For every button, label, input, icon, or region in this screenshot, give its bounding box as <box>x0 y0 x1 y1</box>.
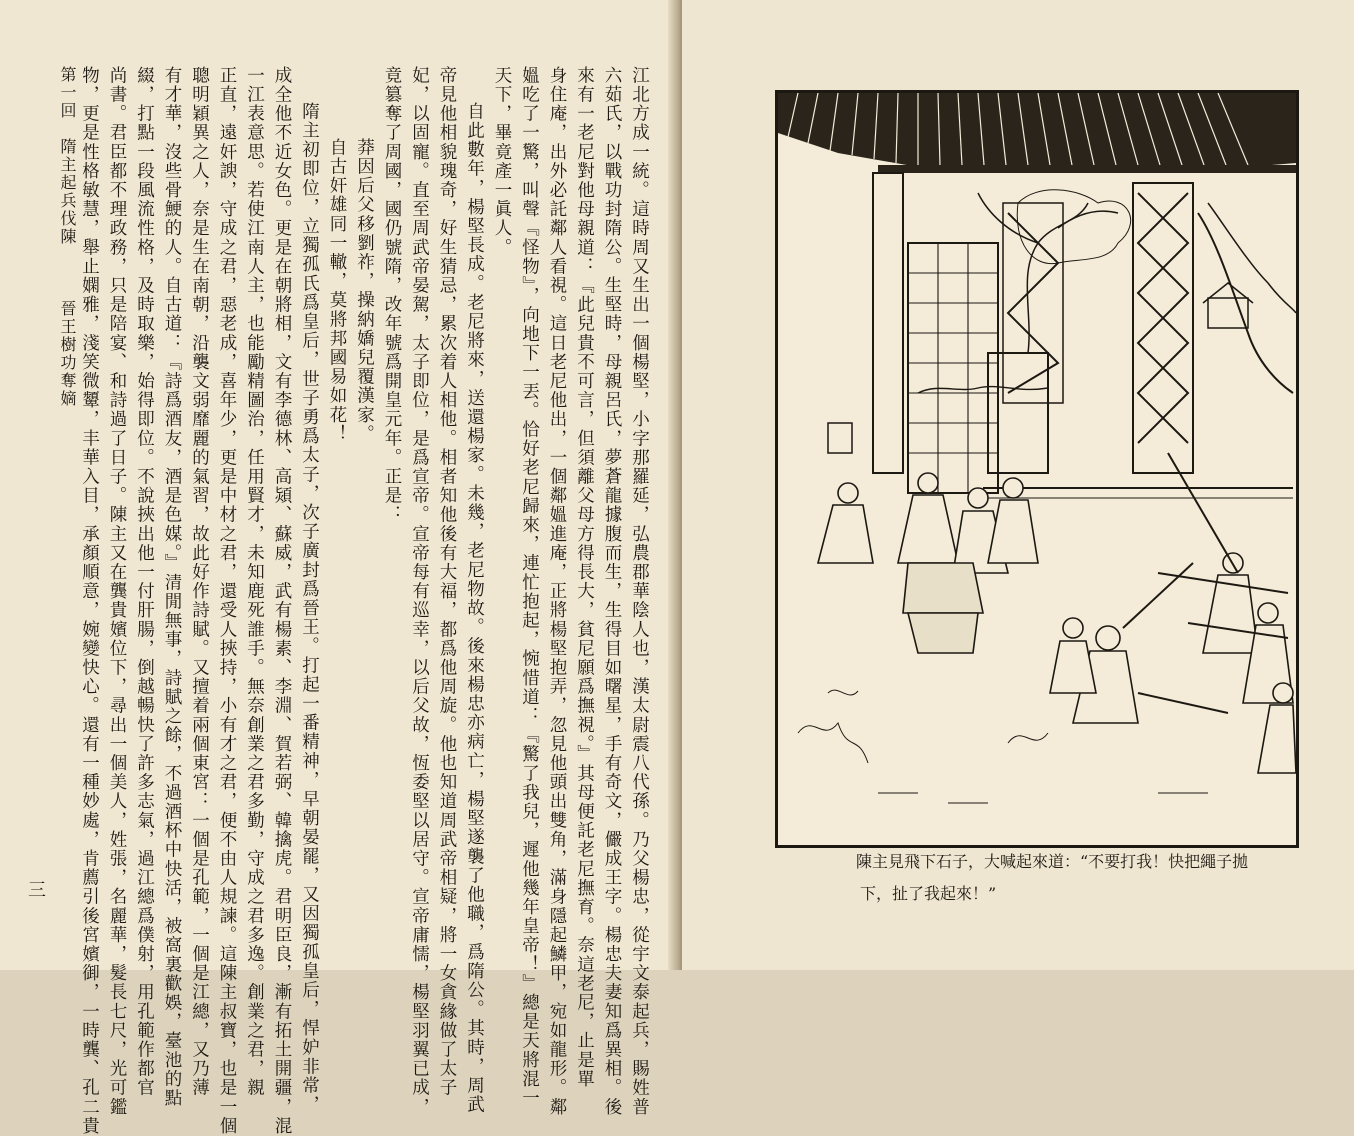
running-header <box>56 66 79 408</box>
text-column: 自古奸雄同一轍，莫將邦國易如花！ <box>327 138 347 444</box>
text-column: 隋主初即位，立獨孤氏爲皇后，世子勇爲太子，次子廣封爲晉王。打起一番精神，早朝晏罷，又因獨孤皇后，悍妒非常， <box>299 102 320 1115</box>
text-column: 竟篡奪了周國，國仍號隋，改年號爲開皇元年。正是： <box>382 66 402 525</box>
text-column: 六茹氏，以戰功封隋公。生堅時，母親呂氏，夢蒼龍據腹而生，生得目如曙星，手有奇文，儼成王字。楊忠夫妻知爲異相。後 <box>602 66 622 1117</box>
text-column: 身住庵，出外必託鄰人看視。這日老尼他出，一個鄰媼進庵，正將楊堅抱弄，忽見他頭出雙角，滿身隱起鱗甲，宛如龍形。鄰 <box>547 66 567 1117</box>
caption-line-1: 陳主見飛下石子，大喊起來道：“不要打我！快把繩子拋 <box>856 852 1249 871</box>
text-column: 莽因后父移劉祚，操納嬌兒覆漢家。 <box>354 138 375 444</box>
text-column: 媼吃了一驚，叫聲『怪物』，向地下一丟。恰好老尼歸來，連忙抱起，惋惜道：『驚了我兒，遲他幾年皇帝！』總是天將混一 <box>519 66 540 1108</box>
ground <box>798 690 1208 803</box>
text-column: 妃，以固寵。直至周武帝晏駕，太子即位，是爲宣帝。宣帝每有巡幸，以后父故，恆委堅以居守。宣帝庸懦，楊堅羽翼已成， <box>409 66 430 1117</box>
text-column: 物，更是性格敏慧，舉止嫻雅，淺笑微顰，丰華入目，承顏順意，婉變快心。還有一種妙處，肯薦引後宮嬪御，一時龔、孔二貴 <box>79 66 100 1136</box>
seal-mark <box>828 423 852 453</box>
text-column: 聰明穎異之人，奈是生在南朝，沿襲文弱靡麗的氣習，故此好作詩賦。又擅着兩個東宮：一個是孔範，一個是江總，又乃薄 <box>189 66 210 1098</box>
header-title-a: 隋主起兵伐陳 <box>58 138 77 246</box>
text-column: 成全他不近女色。更是在朝將相，文有李德林、高熲、蘇威，武有楊素、李淵、賀若弼、韓擒虎。君明臣良，漸有拓土開疆，混 <box>272 66 292 1136</box>
figures <box>818 473 1296 773</box>
text-column: 江北方成一統。這時周又生出一個楊堅，小字那羅延，弘農郡華陰人也，漢太尉震八代孫。乃父楊忠，從宇文泰起兵，賜姓普 <box>629 66 650 1117</box>
text-column: 自此數年，楊堅長成。老尼將來，送還楊家。未幾，老尼物故。後來楊忠亦病亡，楊堅遂襲了他職，爲隋公。其時，周武 <box>464 102 485 1115</box>
text-column: 尚書。君臣都不理政務，只是陪宴、和詩過了日子。陳主又在龔貴嬪位下，尋出一個美人，姓張，名麗華，髮長七尺，光可鑑 <box>107 66 127 1117</box>
header-chapter: 第一回 <box>58 66 77 120</box>
roof <box>778 93 1296 173</box>
text-column: 一江表意思。若使江南人主，也能勵精圖治，任用賢才，未知鹿死誰手。無奈創業之君多勤，守成之君多逸。創業之君，親 <box>244 66 265 1098</box>
pavilion <box>873 173 1293 498</box>
illustration-drawing <box>778 93 1296 845</box>
page-number: 三 <box>25 880 46 898</box>
caption-line-2: 下，扯了我起來！” <box>860 884 997 903</box>
text-column: 天下，畢竟產一眞人。 <box>492 66 512 257</box>
illustration-caption <box>856 846 1296 910</box>
text-column: 綴，打點一段風流性格，及時取樂，始得即位。不說挾出他一付肝腸，倒越暢快了許多志氣，過江總爲僕射，用孔範作都官 <box>134 66 155 1098</box>
header-title-b: 晉王樹功奪嫡 <box>58 300 77 408</box>
text-column: 來有一老尼對他母親道：『此兒貴不可言，但須離父母方得長大，貧尼願爲撫視。』其母便託老尼撫育。奈這老尼，止是單 <box>574 66 595 1089</box>
text-column: 有才華，沒些骨鯁的人。自古道：『詩爲酒友，酒是色媒。』清閒無事，詩賦之餘，不過酒杯中快活，被窩裏歡娛，臺池的點 <box>162 66 182 1108</box>
text-column: 帝見他相貌瑰奇，好生猜忌，累次着人相他。相者知他後有大福，都爲他周旋。他也知道周武帝相疑，將一女貪緣做了太子 <box>437 66 457 1098</box>
woodcut-illustration <box>775 90 1299 848</box>
text-column: 正直，遠奸諛，守成之君，惡老成，喜年少，更是中材之君，還受人挾持，小有才之君，便不由人規諫。這陳主叔寶，也是一個 <box>217 66 237 1136</box>
left-page <box>0 0 676 1136</box>
